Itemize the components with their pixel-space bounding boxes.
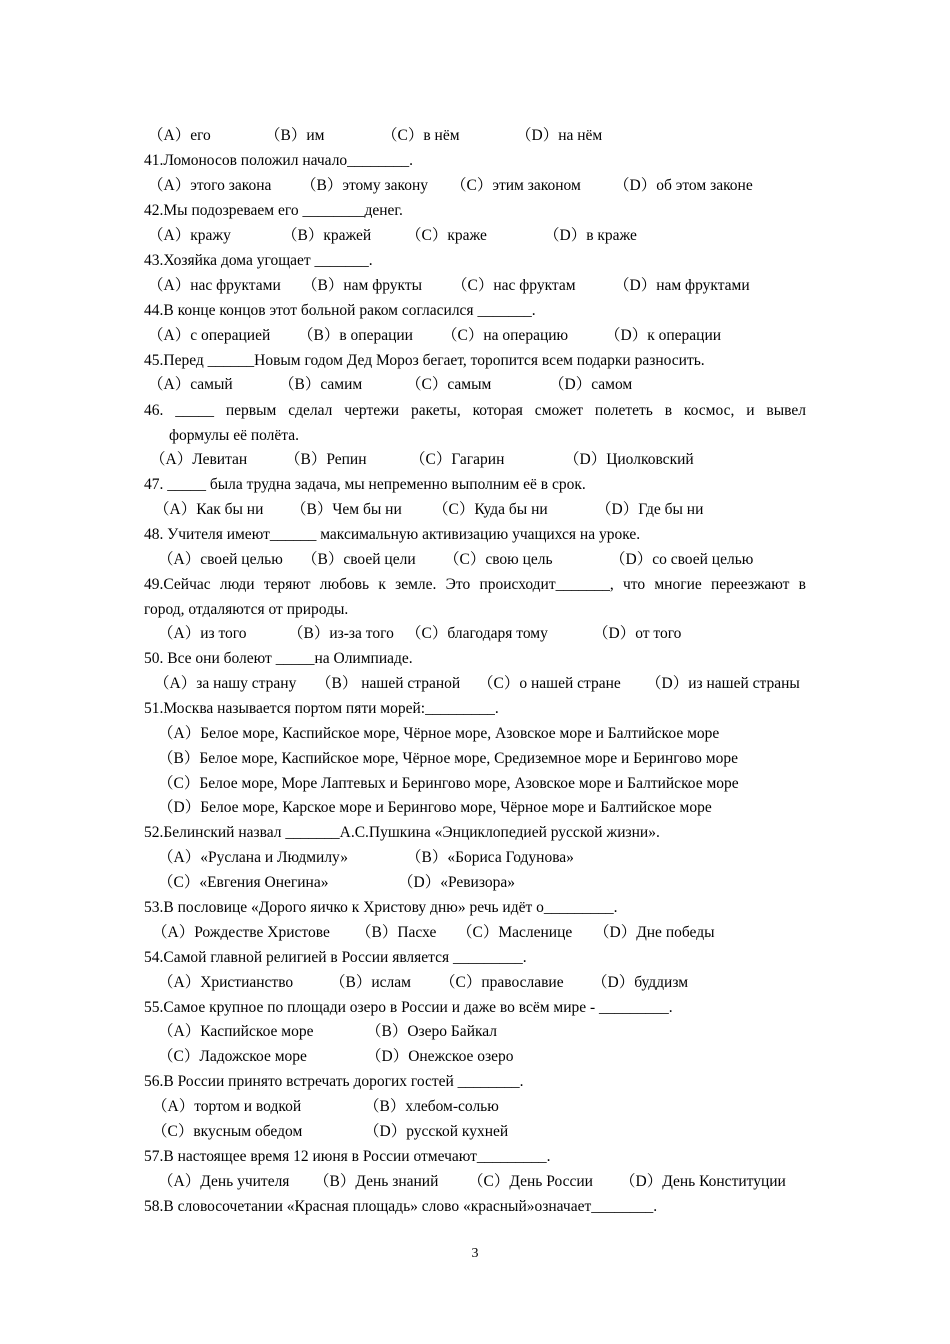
q46-question-continued: формулы её полёта. [169, 427, 300, 444]
q51-option-a: （A）Белое море, Каспийское море, Чёрное море, Азовское море и Балтийское море [158, 725, 720, 742]
q54-option-a: （A）Христианство [158, 974, 294, 991]
q48-option-a: （A）своей целью [158, 551, 283, 568]
q56-option-d: （D）русской кухней [364, 1123, 509, 1140]
q48-question: 48. Учителя имеют______ максимальную активизацию учащихся на уроке. [144, 526, 641, 543]
page-number: 3 [471, 1246, 479, 1261]
q53-question: 53.В пословице «Дорого яичко к Христову дню» речь идёт о_________. [144, 899, 618, 916]
q44-question: 44.В конце концов этот больной раком согласился _______. [144, 302, 536, 319]
q52-question: 52.Белинский назвал _______А.С.Пушкина «Энциклопедией русской жизни». [144, 824, 660, 841]
q56-question: 56.В России принято встречать дорогих гостей ________. [144, 1073, 524, 1090]
q52-option-b: （B）«Бориса Годунова» [406, 849, 574, 866]
q57-option-d: （D）День Конституции [620, 1173, 786, 1190]
q54-option-c: （C）православие [440, 974, 564, 991]
q40-option-b: （B）им [265, 127, 325, 144]
q48-option-b: （B）своей цели [302, 551, 416, 568]
q57-question: 57.В настоящее время 12 июня в России отмечают_________. [144, 1148, 551, 1165]
q57-option-c: （C）День России [468, 1173, 593, 1190]
q51-option-c: （C）Белое море, Море Лаптевых и Берингово море, Азовское море и Балтийское море [158, 775, 739, 792]
q48-option-c: （C）свою цель [444, 551, 553, 568]
q41-option-c: （C）этим законом [451, 177, 581, 194]
q54-question: 54.Самой главной религией в России является _________. [144, 949, 527, 966]
q51-option-d: （D）Белое море, Карское море и Берингово море, Чёрное море и Балтийское море [158, 799, 712, 816]
q50-question: 50. Все они болеют _____на Олимпиаде. [144, 650, 413, 667]
q55-option-a: （A）Каспийское море [158, 1023, 314, 1040]
q43-option-b: （B）нам фрукты [302, 277, 423, 294]
q47-option-a: （A）Как бы ни [154, 501, 264, 518]
q43-question: 43.Хозяйка дома угощает _______. [144, 252, 373, 269]
q47-option-c: （C）Куда бы ни [433, 501, 548, 518]
q49-option-c: （C）благодаря тому [406, 625, 548, 642]
q49-question-continued: город, отдаляются от природы. [144, 601, 349, 618]
q57-option-b: （B）День знаний [314, 1173, 439, 1190]
q55-option-c: （C）Ладожское море [158, 1048, 307, 1065]
q44-option-a: （A）с операцией [148, 327, 271, 344]
q42-question: 42.Мы подозреваем его ________денег. [144, 202, 403, 219]
q55-option-d: （D）Онежское озеро [366, 1048, 514, 1065]
q52-option-a: （A）«Руслана и Людмилу» [158, 849, 348, 866]
q46-option-b: （B）Репин [285, 451, 367, 468]
q40-option-c: （C）в нём [382, 127, 460, 144]
q49-option-d: （D）от того [593, 625, 682, 642]
q55-option-b: （B）Озеро Байкал [366, 1023, 498, 1040]
q56-option-c: （C）вкусным обедом [152, 1123, 303, 1140]
q42-option-c: （C）краже [406, 227, 487, 244]
q41-question: 41.Ломоносов положил начало________. [144, 152, 414, 169]
q51-question: 51.Москва называется портом пяти морей:_________. [144, 700, 499, 717]
q45-question: 45.Перед ______Новым годом Дед Мороз бегает, торопится всем подарки разносить. [144, 352, 705, 369]
q45-option-a: （A）самый [148, 376, 233, 393]
q50-option-b: （B） нашей страной [316, 675, 461, 692]
q44-option-c: （C）на операцию [442, 327, 569, 344]
q45-option-d: （D）самом [549, 376, 633, 393]
q45-option-c: （C）самым [406, 376, 492, 393]
q42-option-d: （D）в краже [544, 227, 637, 244]
q43-option-a: （A）нас фруктами [148, 277, 281, 294]
q47-question: 47. _____ была трудна задача, мы непременно выполним её в срок. [144, 476, 586, 493]
q55-question: 55.Самое крупное по площади озеро в России и даже во всём мире - _________. [144, 999, 673, 1016]
q43-option-d: （D）нам фруктами [614, 277, 750, 294]
q44-option-d: （D）к операции [605, 327, 722, 344]
q52-option-d: （D）«Ревизора» [398, 874, 516, 891]
q53-option-c: （C）Масленице [457, 924, 573, 941]
q50-option-a: （A）за нашу страну [154, 675, 297, 692]
q47-option-d: （D）Где бы ни [596, 501, 704, 518]
q49-option-a: （A）из того [158, 625, 247, 642]
q40-option-d: （D）на нём [516, 127, 603, 144]
q43-option-c: （C）нас фруктам [452, 277, 576, 294]
q42-option-b: （B）кражей [282, 227, 372, 244]
q53-option-d: （D）Дне победы [594, 924, 715, 941]
q49-option-b: （B）из-за того [288, 625, 394, 642]
q46-option-a: （A）Левитан [150, 451, 248, 468]
q54-option-b: （B）ислам [330, 974, 411, 991]
q46-option-c: （C）Гагарин [410, 451, 505, 468]
q45-option-b: （B）самим [279, 376, 363, 393]
q52-option-c: （C）«Евгения Онегина» [158, 874, 329, 891]
q54-option-d: （D）буддизм [592, 974, 689, 991]
q56-option-b: （B）хлебом-солью [364, 1098, 499, 1115]
q50-option-c: （C）о нашей стране [478, 675, 621, 692]
q42-option-a: （A）кражу [148, 227, 231, 244]
q53-option-a: （A）Рождестве Христове [152, 924, 330, 941]
q47-option-b: （B）Чем бы ни [291, 501, 402, 518]
q41-option-b: （B）этому закону [301, 177, 428, 194]
q48-option-d: （D）со своей целью [610, 551, 754, 568]
q50-option-d: （D）из нашей страны [646, 675, 800, 692]
q53-option-b: （B）Пасхе [356, 924, 437, 941]
q56-option-a: （A）тортом и водкой [152, 1098, 302, 1115]
q58-question: 58.В словосочетании «Красная площадь» слово «красный»означает________. [144, 1198, 658, 1215]
q46-option-d: （D）Циолковский [564, 451, 694, 468]
q41-option-d: （D）об этом законе [614, 177, 753, 194]
q57-option-a: （A）День учителя [158, 1173, 290, 1190]
q44-option-b: （B）в операции [298, 327, 413, 344]
q40-option-a: （A）его [148, 127, 211, 144]
q49-question: 49.Сейчас люди теряют любовь к земле. Это происходит_______, что многие переезжают в [144, 576, 806, 593]
q46-question: 46. _____ первым сделал чертежи ракеты, которая сможет полететь в космос, и вывел [144, 402, 806, 419]
q41-option-a: （A）этого закона [148, 177, 272, 194]
q51-option-b: （B）Белое море, Каспийское море, Чёрное море, Средиземное море и Берингово море [158, 750, 738, 767]
